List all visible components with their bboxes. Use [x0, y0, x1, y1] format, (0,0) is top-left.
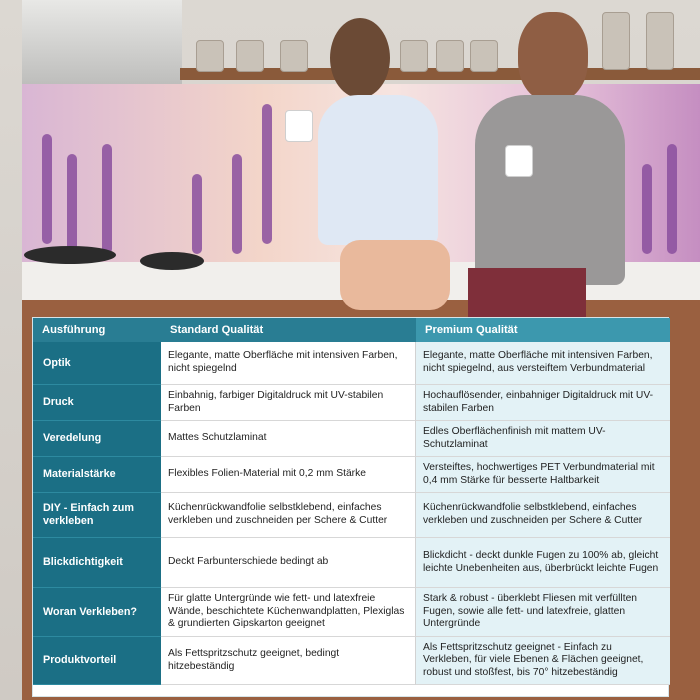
standard-cell: Elegante, matte Oberfläche mit intensiven Farben, nicht spiegelnd: [161, 342, 416, 385]
header-standard: Standard Qualität: [161, 318, 416, 342]
frying-pan: [140, 252, 204, 270]
lavender-flower: [642, 164, 652, 254]
lavender-flower: [102, 144, 112, 254]
standard-cell: Einbahnig, farbiger Digitaldruck mit UV-stabilen Farben: [161, 385, 416, 421]
row-label: Veredelung: [33, 421, 161, 457]
premium-cell: Als Fettspritzschutz geeignet - Einfach zu Verkleben, für viele Ebenen & Flächen geeignet, robust und stoßfest, bis 70° hitzebeständig: [416, 637, 670, 685]
premium-cell: Elegante, matte Oberfläche mit intensiven Farben, nicht spiegelnd, aus versteiftem Verbundmaterial: [416, 342, 670, 385]
row-label: Optik: [33, 342, 161, 385]
shelf-jar: [646, 12, 674, 70]
row-label: Blickdichtigkeit: [33, 538, 161, 588]
shelf-jar: [602, 12, 630, 70]
premium-cell: Edles Oberflächenfinish mit mattem UV-Schutzlaminat: [416, 421, 670, 457]
premium-cell: Hochauflösender, einbahniger Digitaldruck mit UV-stabilen Farben: [416, 385, 670, 421]
header-ausfuehrung: Ausführung: [33, 318, 161, 342]
lavender-flower: [667, 144, 677, 254]
woman-figure: [318, 95, 438, 245]
standard-cell: Mattes Schutzlaminat: [161, 421, 416, 457]
row-label: Produktvorteil: [33, 637, 161, 685]
shelf-jar: [436, 40, 464, 72]
standard-cell: Als Fettspritzschutz geeignet, bedingt hitzebeständig: [161, 637, 416, 685]
coffee-mug: [285, 110, 313, 142]
shelf-jar: [400, 40, 428, 72]
row-label: Woran Verkleben?: [33, 588, 161, 637]
lavender-flower: [42, 134, 52, 244]
woman-figure: [330, 18, 390, 98]
lavender-flower: [192, 174, 202, 254]
row-label: Materialstärke: [33, 457, 161, 493]
lavender-flower: [232, 154, 242, 254]
shelf-jar: [280, 40, 308, 72]
coffee-mug: [505, 145, 533, 177]
range-hood: [22, 0, 182, 88]
premium-cell: Stark & robust - überklebt Fliesen mit verfüllten Fugen, sowie alle fett- und latexfreie, glatten Untergründe: [416, 588, 670, 637]
standard-cell: Deckt Farbunterschiede bedingt ab: [161, 538, 416, 588]
standard-cell: Für glatte Untergründe wie fett- und latexfreie Wände, beschichtete Küchenwandplatten, Plexiglas & grundierten Gipskarton geeignet: [161, 588, 416, 637]
row-label: Druck: [33, 385, 161, 421]
header-premium: Premium Qualität: [416, 318, 670, 342]
woman-figure: [340, 240, 450, 310]
shelf-jar: [470, 40, 498, 72]
lavender-flower: [262, 104, 272, 244]
premium-cell: Küchenrückwandfolie selbstklebend, einfaches verkleben und zuschneiden per Schere & Cutter: [416, 493, 670, 538]
man-figure: [475, 95, 625, 285]
standard-cell: Küchenrückwandfolie selbstklebend, einfaches verkleben und zuschneiden per Schere & Cutter: [161, 493, 416, 538]
comparison-table: [32, 317, 669, 697]
row-label: DIY - Einfach zum verkleben: [33, 493, 161, 538]
man-figure: [518, 12, 588, 102]
shelf-jar: [236, 40, 264, 72]
premium-cell: Versteiftes, hochwertiges PET Verbundmaterial mit 0,4 mm Stärke für besserte Haltbarkeit: [416, 457, 670, 493]
lavender-flower: [67, 154, 77, 254]
man-figure: [468, 268, 586, 318]
premium-cell: Blickdicht - deckt dunkle Fugen zu 100% ab, gleicht leichte Unebenheiten aus, überbrückt leichte Fugen: [416, 538, 670, 588]
frying-pan: [24, 246, 116, 264]
standard-cell: Flexibles Folien-Material mit 0,2 mm Stärke: [161, 457, 416, 493]
shelf-jar: [196, 40, 224, 72]
